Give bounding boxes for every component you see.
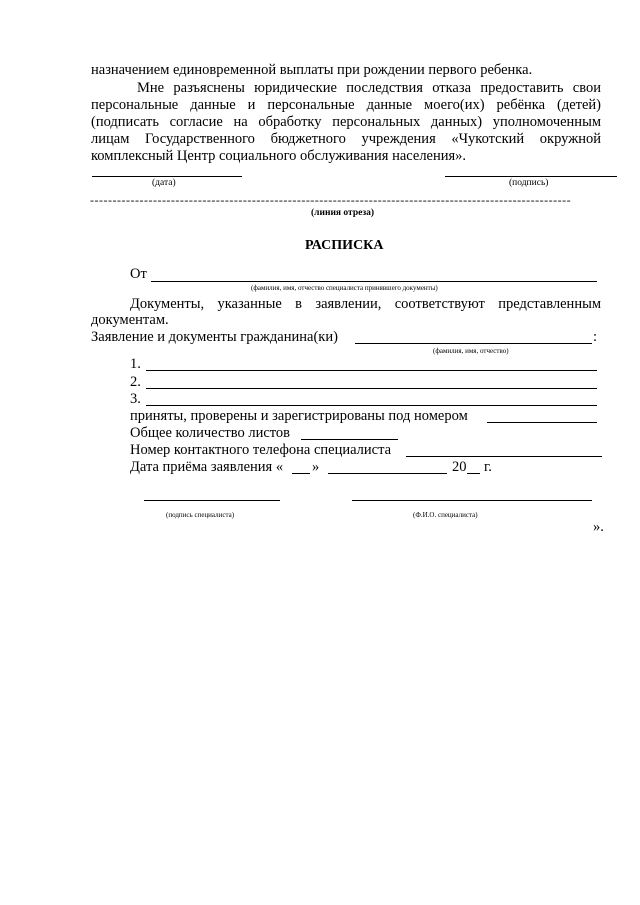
receipt-title: РАСПИСКА <box>305 238 384 253</box>
from-field[interactable] <box>151 281 597 282</box>
from-caption: (фамилия, имя, отчество специалиста принявшего документы) <box>251 284 438 292</box>
date-caption: (дата) <box>152 178 176 188</box>
phone-label: Номер контактного телефона специалиста <box>130 442 392 458</box>
docs-line-1: Документы, указанные в заявлении, соответствуют представленным <box>130 296 601 312</box>
phone-field[interactable] <box>406 456 602 457</box>
consent-line-1: Мне разъяснены юридические последствия отказа предоставить свои <box>137 80 601 96</box>
day-field[interactable] <box>292 473 310 474</box>
docs-line-2: документам. <box>91 312 169 328</box>
item-2-field[interactable] <box>146 388 597 389</box>
specialist-signature-line[interactable] <box>144 500 280 501</box>
sheets-label: Общее количество листов <box>130 425 291 441</box>
cut-line: ----------------------------------------------------------------------------------------------------------- <box>90 193 572 207</box>
specialist-signature-caption: (подпись специалиста) <box>166 511 235 519</box>
citizen-field[interactable] <box>355 343 592 344</box>
sheets-count-field[interactable] <box>301 439 398 440</box>
consent-line-2: персональные данные и персональные данные моего(их) ребёнка (детей) <box>91 97 601 113</box>
signature-caption: (подпись) <box>509 178 549 188</box>
date-label-prefix: Дата приёма заявления « <box>130 459 284 475</box>
item-1-field[interactable] <box>146 370 597 371</box>
citizen-colon: : <box>593 329 598 345</box>
signature-line[interactable] <box>445 176 617 177</box>
citizen-caption: (фамилия, имя, отчество) <box>433 347 509 355</box>
date-label-suffix: » <box>312 459 320 475</box>
year-suffix: г. <box>484 459 492 475</box>
item-2-label: 2. <box>130 374 141 390</box>
text-line-payment: назначением единовременной выплаты при рождении первого ребенка. <box>91 62 533 78</box>
consent-line-3: (подписать согласие на обработку персональных данных) уполномоченным <box>91 114 601 130</box>
date-line[interactable] <box>92 176 242 177</box>
item-1-label: 1. <box>130 356 141 372</box>
closing-quote: ». <box>593 519 604 535</box>
from-label: От <box>130 266 147 282</box>
item-3-field[interactable] <box>146 405 597 406</box>
registered-label: приняты, проверены и зарегистрированы под номером <box>130 408 468 424</box>
year-field[interactable] <box>467 473 480 474</box>
specialist-name-line[interactable] <box>352 500 592 501</box>
specialist-name-caption: (Ф.И.О. специалиста) <box>413 511 478 519</box>
item-3-label: 3. <box>130 391 141 407</box>
registration-number-field[interactable] <box>487 422 597 423</box>
consent-line-4: лицам Государственного бюджетного учреждения «Чукотский окружной <box>91 131 601 147</box>
consent-line-5: комплексный Центр социального обслуживания населения». <box>91 148 467 164</box>
citizen-label: Заявление и документы гражданина(ки) <box>91 329 338 345</box>
cut-line-label: (линия отреза) <box>311 208 375 218</box>
month-field[interactable] <box>328 473 447 474</box>
year-prefix: 20 <box>452 459 467 475</box>
